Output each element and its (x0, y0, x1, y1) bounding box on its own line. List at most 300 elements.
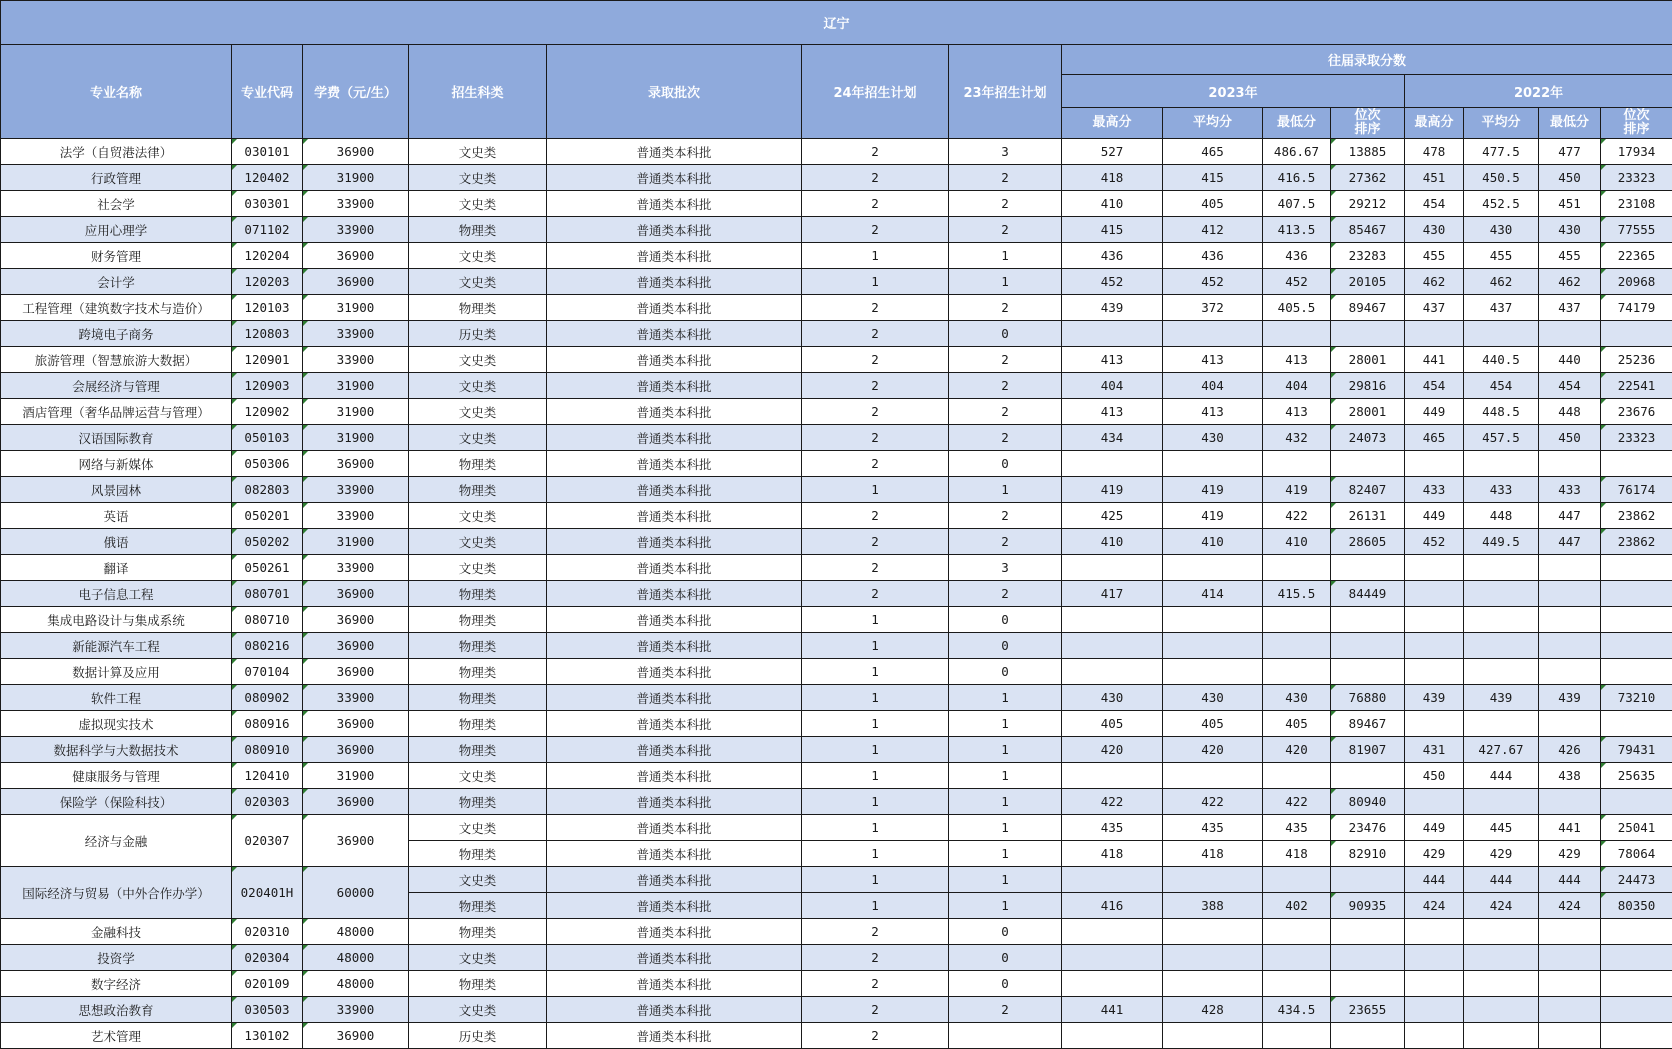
score-2023-min (1263, 945, 1331, 971)
score-2023-avg (1163, 1023, 1263, 1049)
header-2022-avg: 平均分 (1464, 108, 1539, 139)
major-name-cell: 俄语 (1, 529, 232, 555)
plan-2024-cell: 2 (802, 191, 949, 217)
plan-2024-cell: 2 (802, 919, 949, 945)
batch-cell: 普通类本科批 (547, 893, 802, 919)
batch-cell: 普通类本科批 (547, 243, 802, 269)
score-2023-rank: 27362 (1331, 165, 1405, 191)
score-2022-rank: 20968 (1601, 269, 1672, 295)
score-2023-max: 434 (1062, 425, 1163, 451)
plan-2024-cell: 1 (802, 789, 949, 815)
major-name-cell: 投资学 (1, 945, 232, 971)
score-2023-max (1062, 451, 1163, 477)
score-2022-max: 437 (1405, 295, 1464, 321)
subject-type-cell: 物理类 (409, 659, 547, 685)
header-major-name: 专业名称 (1, 45, 232, 139)
score-2022-min (1539, 581, 1601, 607)
header-subject-type: 招生科类 (409, 45, 547, 139)
score-2023-rank: 89467 (1331, 711, 1405, 737)
subject-type-cell: 物理类 (409, 295, 547, 321)
major-name-cell: 健康服务与管理 (1, 763, 232, 789)
plan-2024-cell: 2 (802, 139, 949, 165)
score-2022-avg (1464, 555, 1539, 581)
score-2023-rank: 29212 (1331, 191, 1405, 217)
score-2023-max (1062, 555, 1163, 581)
batch-cell: 普通类本科批 (547, 763, 802, 789)
score-2022-max (1405, 919, 1464, 945)
header-2022-rank (1601, 108, 1672, 139)
plan-2023-cell: 2 (949, 997, 1062, 1023)
score-2022-min: 455 (1539, 243, 1601, 269)
batch-cell: 普通类本科批 (547, 711, 802, 737)
subject-type-cell: 文史类 (409, 815, 547, 841)
score-2023-rank: 29816 (1331, 373, 1405, 399)
plan-2024-cell: 1 (802, 659, 949, 685)
major-code-cell: 050261 (232, 555, 303, 581)
batch-cell: 普通类本科批 (547, 685, 802, 711)
header-year-2022: 2022年 (1405, 75, 1672, 108)
table-row (1, 529, 1672, 555)
score-2022-max (1405, 633, 1464, 659)
tuition-cell: 36900 (303, 633, 409, 659)
score-2023-max: 410 (1062, 191, 1163, 217)
table-row (1, 763, 1672, 789)
tuition-cell: 31900 (303, 763, 409, 789)
score-2023-min (1263, 971, 1331, 997)
score-2022-rank (1601, 659, 1672, 685)
score-2023-min: 434.5 (1263, 997, 1331, 1023)
subject-type-cell: 文史类 (409, 425, 547, 451)
score-2023-max: 425 (1062, 503, 1163, 529)
score-2023-min: 452 (1263, 269, 1331, 295)
header-2023-avg: 平均分 (1163, 108, 1263, 139)
major-code-cell: 080701 (232, 581, 303, 607)
batch-cell: 普通类本科批 (547, 997, 802, 1023)
score-2023-avg: 412 (1163, 217, 1263, 243)
score-2022-max: 454 (1405, 373, 1464, 399)
major-name-cell: 会展经济与管理 (1, 373, 232, 399)
header-past-scores: 往届录取分数 (1062, 45, 1672, 75)
table-row (1, 919, 1672, 945)
score-2022-max (1405, 451, 1464, 477)
major-name-cell: 软件工程 (1, 685, 232, 711)
score-2022-rank: 74179 (1601, 295, 1672, 321)
score-2022-min: 433 (1539, 477, 1601, 503)
score-2022-min: 447 (1539, 529, 1601, 555)
major-name-cell: 英语 (1, 503, 232, 529)
score-2023-max: 441 (1062, 997, 1163, 1023)
major-code-cell: 020303 (232, 789, 303, 815)
score-2022-avg: 439 (1464, 685, 1539, 711)
score-2022-avg: 440.5 (1464, 347, 1539, 373)
score-2023-avg: 405 (1163, 711, 1263, 737)
tuition-cell: 36900 (303, 789, 409, 815)
plan-2023-cell: 1 (949, 685, 1062, 711)
score-2023-avg (1163, 659, 1263, 685)
score-2022-rank: 25635 (1601, 763, 1672, 789)
major-code-cell: 120103 (232, 295, 303, 321)
table-row (1, 633, 1672, 659)
score-2022-avg: 448 (1464, 503, 1539, 529)
subject-type-cell: 文史类 (409, 945, 547, 971)
tuition-cell: 36900 (303, 711, 409, 737)
plan-2023-cell: 2 (949, 425, 1062, 451)
score-2023-max: 435 (1062, 815, 1163, 841)
score-2022-rank: 24473 (1601, 867, 1672, 893)
score-2022-avg (1464, 919, 1539, 945)
plan-2023-cell: 2 (949, 217, 1062, 243)
score-2023-rank: 23476 (1331, 815, 1405, 841)
table-row (1, 165, 1672, 191)
score-2023-min (1263, 919, 1331, 945)
score-2022-min: 440 (1539, 347, 1601, 373)
score-2023-max: 418 (1062, 841, 1163, 867)
table-row (1, 815, 1672, 841)
plan-2023-cell: 1 (949, 789, 1062, 815)
batch-cell: 普通类本科批 (547, 217, 802, 243)
score-2022-min: 437 (1539, 295, 1601, 321)
score-2023-min: 407.5 (1263, 191, 1331, 217)
score-2022-avg (1464, 581, 1539, 607)
score-2022-min: 426 (1539, 737, 1601, 763)
score-2022-min (1539, 945, 1601, 971)
score-2022-max: 424 (1405, 893, 1464, 919)
batch-cell: 普通类本科批 (547, 451, 802, 477)
score-2022-rank: 79431 (1601, 737, 1672, 763)
batch-cell: 普通类本科批 (547, 659, 802, 685)
score-2022-min: 444 (1539, 867, 1601, 893)
score-2023-min (1263, 451, 1331, 477)
score-2023-avg: 418 (1163, 841, 1263, 867)
score-2022-rank (1601, 919, 1672, 945)
score-2023-avg (1163, 971, 1263, 997)
subject-type-cell: 历史类 (409, 321, 547, 347)
plan-2024-cell: 2 (802, 1023, 949, 1049)
tuition-cell: 36900 (303, 581, 409, 607)
plan-2024-cell: 2 (802, 971, 949, 997)
score-2022-avg (1464, 321, 1539, 347)
score-2023-rank: 23655 (1331, 997, 1405, 1023)
tuition-cell: 36900 (303, 659, 409, 685)
subject-type-cell: 文史类 (409, 763, 547, 789)
plan-2023-cell (949, 1023, 1062, 1049)
score-2022-avg (1464, 607, 1539, 633)
score-2022-max: 450 (1405, 763, 1464, 789)
major-name-cell: 应用心理学 (1, 217, 232, 243)
score-2022-min: 429 (1539, 841, 1601, 867)
score-2022-avg: 457.5 (1464, 425, 1539, 451)
score-2023-max: 439 (1062, 295, 1163, 321)
plan-2023-cell: 1 (949, 711, 1062, 737)
score-2022-max (1405, 607, 1464, 633)
tuition-cell: 33900 (303, 555, 409, 581)
score-2023-min (1263, 763, 1331, 789)
score-2022-rank (1601, 555, 1672, 581)
major-name-cell: 思想政治教育 (1, 997, 232, 1023)
table-row (1, 217, 1672, 243)
table-row (1, 711, 1672, 737)
score-2023-rank (1331, 763, 1405, 789)
major-name-cell: 电子信息工程 (1, 581, 232, 607)
tuition-cell: 48000 (303, 945, 409, 971)
score-2023-avg (1163, 451, 1263, 477)
score-2022-avg: 452.5 (1464, 191, 1539, 217)
plan-2024-cell: 1 (802, 685, 949, 711)
score-2023-avg (1163, 607, 1263, 633)
score-2023-max (1062, 867, 1163, 893)
batch-cell: 普通类本科批 (547, 399, 802, 425)
batch-cell: 普通类本科批 (547, 815, 802, 841)
score-2023-avg: 388 (1163, 893, 1263, 919)
score-2023-max: 417 (1062, 581, 1163, 607)
score-2023-min: 402 (1263, 893, 1331, 919)
score-2023-min (1263, 659, 1331, 685)
batch-cell: 普通类本科批 (547, 607, 802, 633)
score-2022-rank: 23862 (1601, 503, 1672, 529)
plan-2024-cell: 2 (802, 581, 949, 607)
plan-2023-cell: 2 (949, 399, 1062, 425)
subject-type-cell: 文史类 (409, 269, 547, 295)
subject-type-cell: 物理类 (409, 217, 547, 243)
major-name-cell: 经济与金融 (1, 815, 232, 867)
score-2022-rank: 23108 (1601, 191, 1672, 217)
batch-cell: 普通类本科批 (547, 1023, 802, 1049)
score-2022-min: 454 (1539, 373, 1601, 399)
score-2022-max (1405, 659, 1464, 685)
score-2023-max: 413 (1062, 347, 1163, 373)
score-2023-avg: 413 (1163, 347, 1263, 373)
major-code-cell: 080216 (232, 633, 303, 659)
score-2022-avg (1464, 451, 1539, 477)
table-row (1, 997, 1672, 1023)
score-2022-min: 450 (1539, 425, 1601, 451)
table-row (1, 243, 1672, 269)
score-2023-avg: 422 (1163, 789, 1263, 815)
table-row (1, 503, 1672, 529)
table-row (1, 399, 1672, 425)
score-2022-max (1405, 971, 1464, 997)
major-code-cell: 050202 (232, 529, 303, 555)
score-2023-avg (1163, 763, 1263, 789)
score-2023-avg: 435 (1163, 815, 1263, 841)
score-2022-max: 430 (1405, 217, 1464, 243)
score-2023-min: 410 (1263, 529, 1331, 555)
score-2022-max (1405, 789, 1464, 815)
table-row (1, 425, 1672, 451)
tuition-cell: 36900 (303, 269, 409, 295)
score-2022-rank (1601, 711, 1672, 737)
score-2022-rank: 80350 (1601, 893, 1672, 919)
batch-cell: 普通类本科批 (547, 165, 802, 191)
header-2023-rank-label: 位次排序 (1353, 109, 1382, 137)
major-name-cell: 翻译 (1, 555, 232, 581)
table-row (1, 451, 1672, 477)
score-2023-avg: 405 (1163, 191, 1263, 217)
major-code-cell: 120803 (232, 321, 303, 347)
score-2022-max: 441 (1405, 347, 1464, 373)
score-2022-rank: 23323 (1601, 425, 1672, 451)
score-2023-rank: 24073 (1331, 425, 1405, 451)
plan-2023-cell: 0 (949, 659, 1062, 685)
score-2023-min (1263, 633, 1331, 659)
score-2023-max (1062, 607, 1163, 633)
subject-type-cell: 物理类 (409, 477, 547, 503)
table-row (1, 685, 1672, 711)
score-2022-min (1539, 451, 1601, 477)
score-2023-rank: 28001 (1331, 399, 1405, 425)
score-2023-rank (1331, 867, 1405, 893)
score-2022-max: 462 (1405, 269, 1464, 295)
score-2023-max: 419 (1062, 477, 1163, 503)
major-name-cell: 行政管理 (1, 165, 232, 191)
score-2022-max: 449 (1405, 815, 1464, 841)
score-2022-avg: 429 (1464, 841, 1539, 867)
table-row (1, 191, 1672, 217)
score-2023-rank: 23283 (1331, 243, 1405, 269)
major-code-cell: 050306 (232, 451, 303, 477)
batch-cell: 普通类本科批 (547, 425, 802, 451)
score-2023-max (1062, 971, 1163, 997)
plan-2023-cell: 3 (949, 555, 1062, 581)
score-2023-avg (1163, 867, 1263, 893)
tuition-cell: 36900 (303, 607, 409, 633)
score-2022-rank: 73210 (1601, 685, 1672, 711)
score-2022-max (1405, 997, 1464, 1023)
major-code-cell: 120903 (232, 373, 303, 399)
score-2022-avg: 424 (1464, 893, 1539, 919)
batch-cell: 普通类本科批 (547, 139, 802, 165)
score-2023-min: 416.5 (1263, 165, 1331, 191)
score-2023-min: 420 (1263, 737, 1331, 763)
score-2023-rank (1331, 321, 1405, 347)
plan-2024-cell: 2 (802, 373, 949, 399)
major-code-cell: 071102 (232, 217, 303, 243)
score-2023-avg: 420 (1163, 737, 1263, 763)
score-2023-avg: 413 (1163, 399, 1263, 425)
score-2023-min: 436 (1263, 243, 1331, 269)
plan-2024-cell: 1 (802, 867, 949, 893)
table-row (1, 269, 1672, 295)
major-code-cell: 080910 (232, 737, 303, 763)
score-2022-rank (1601, 321, 1672, 347)
plan-2023-cell: 1 (949, 815, 1062, 841)
major-name-cell: 艺术管理 (1, 1023, 232, 1049)
plan-2023-cell: 2 (949, 529, 1062, 555)
plan-2023-cell: 0 (949, 607, 1062, 633)
batch-cell: 普通类本科批 (547, 529, 802, 555)
plan-2024-cell: 1 (802, 477, 949, 503)
score-2022-avg: 455 (1464, 243, 1539, 269)
subject-type-cell: 历史类 (409, 1023, 547, 1049)
plan-2023-cell: 2 (949, 295, 1062, 321)
score-2022-rank (1601, 451, 1672, 477)
score-2023-avg (1163, 321, 1263, 347)
subject-type-cell: 物理类 (409, 711, 547, 737)
score-2022-rank: 22365 (1601, 243, 1672, 269)
batch-cell: 普通类本科批 (547, 971, 802, 997)
plan-2024-cell: 2 (802, 347, 949, 373)
major-code-cell: 120410 (232, 763, 303, 789)
score-2022-max: 449 (1405, 399, 1464, 425)
table-row (1, 477, 1672, 503)
score-2022-max: 431 (1405, 737, 1464, 763)
header-2022-max: 最高分 (1405, 108, 1464, 139)
score-2022-max: 454 (1405, 191, 1464, 217)
score-2023-avg (1163, 555, 1263, 581)
score-2022-min (1539, 659, 1601, 685)
score-2022-rank (1601, 1023, 1672, 1049)
score-2022-min (1539, 321, 1601, 347)
subject-type-cell: 文史类 (409, 165, 547, 191)
header-year-2023: 2023年 (1062, 75, 1405, 108)
table-row (1, 555, 1672, 581)
major-name-cell: 金融科技 (1, 919, 232, 945)
major-code-cell: 120402 (232, 165, 303, 191)
table-row (1, 581, 1672, 607)
table-row (1, 295, 1672, 321)
tuition-cell: 33900 (303, 685, 409, 711)
tuition-cell: 36900 (303, 139, 409, 165)
score-2023-min: 422 (1263, 789, 1331, 815)
table-row (1, 1023, 1672, 1049)
subject-type-cell: 文史类 (409, 867, 547, 893)
score-2022-avg: 433 (1464, 477, 1539, 503)
score-2023-min: 486.67 (1263, 139, 1331, 165)
score-2022-min: 450 (1539, 165, 1601, 191)
score-2022-min: 448 (1539, 399, 1601, 425)
score-2022-min: 447 (1539, 503, 1601, 529)
batch-cell: 普通类本科批 (547, 945, 802, 971)
score-2023-rank: 80940 (1331, 789, 1405, 815)
tuition-cell: 33900 (303, 191, 409, 217)
score-2023-min (1263, 321, 1331, 347)
score-2022-min (1539, 997, 1601, 1023)
score-2022-rank: 78064 (1601, 841, 1672, 867)
subject-type-cell: 物理类 (409, 607, 547, 633)
score-2023-avg (1163, 945, 1263, 971)
score-2022-avg (1464, 789, 1539, 815)
score-2022-rank (1601, 789, 1672, 815)
major-name-cell: 风景园林 (1, 477, 232, 503)
score-2023-min: 413 (1263, 399, 1331, 425)
tuition-cell: 31900 (303, 295, 409, 321)
score-2022-max (1405, 1023, 1464, 1049)
plan-2024-cell: 2 (802, 165, 949, 191)
major-code-cell: 020310 (232, 919, 303, 945)
score-2023-rank (1331, 555, 1405, 581)
score-2023-max: 430 (1062, 685, 1163, 711)
score-2022-max: 429 (1405, 841, 1464, 867)
plan-2023-cell: 2 (949, 191, 1062, 217)
table-row (1, 945, 1672, 971)
score-2023-rank: 28001 (1331, 347, 1405, 373)
major-code-cell: 020109 (232, 971, 303, 997)
header-major-code: 专业代码 (232, 45, 303, 139)
score-2023-avg: 410 (1163, 529, 1263, 555)
score-2023-max: 422 (1062, 789, 1163, 815)
subject-type-cell: 物理类 (409, 737, 547, 763)
score-2022-min: 430 (1539, 217, 1601, 243)
score-2023-rank: 85467 (1331, 217, 1405, 243)
score-2022-max: 455 (1405, 243, 1464, 269)
major-name-cell: 数据科学与大数据技术 (1, 737, 232, 763)
major-name-cell: 虚拟现实技术 (1, 711, 232, 737)
score-2022-avg: 444 (1464, 763, 1539, 789)
batch-cell: 普通类本科批 (547, 919, 802, 945)
score-2023-avg: 414 (1163, 581, 1263, 607)
score-2023-rank: 82910 (1331, 841, 1405, 867)
subject-type-cell: 物理类 (409, 451, 547, 477)
